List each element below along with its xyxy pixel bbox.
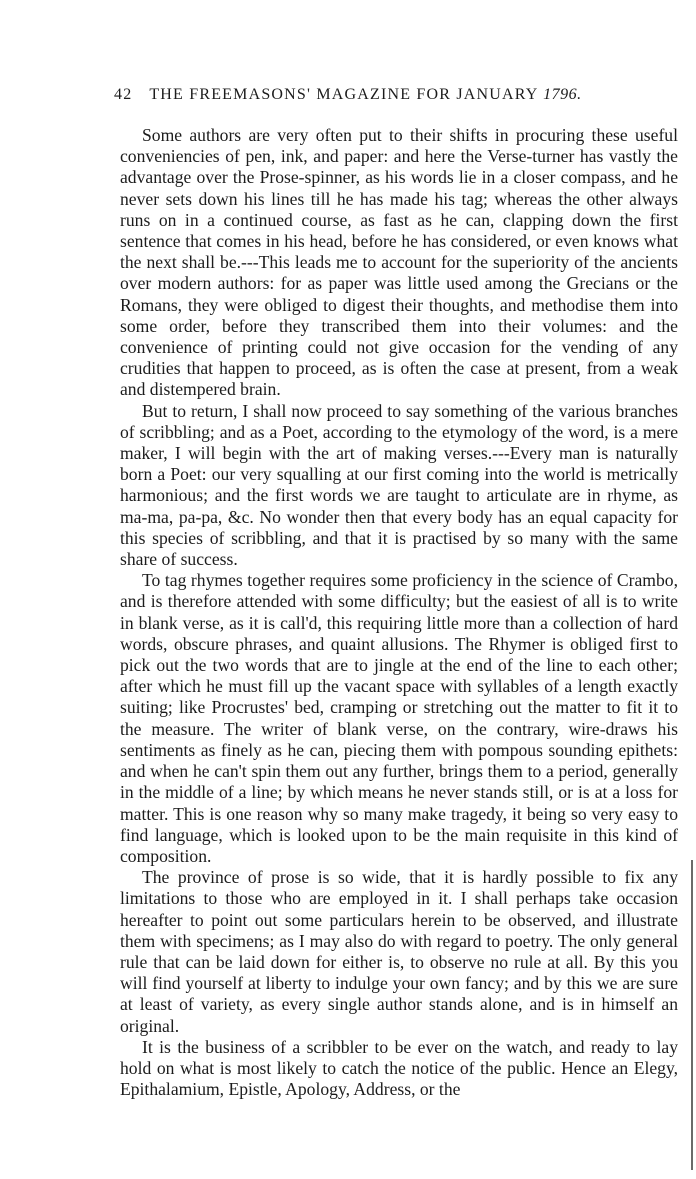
header-year: 1796. xyxy=(543,86,582,103)
paragraph: The province of prose is so wide, that it is hardly possible to fix any limitations to those who are employed in it. I shall perhaps take occasion hereafter to point out some particulars herein to be observed, and illustrate them with specimens; as I may also do with regard to poetry. The only general rule that can be laid down for either is, to observe no rule at all. By this you will find yourself at liberty to indulge your own fancy; and by this we are sure at least of variety, as every single author stands alone, and is in himself an original. xyxy=(120,867,678,1036)
paragraph: It is the business of a scribbler to be ever on the watch, and ready to lay hold on what is most likely to catch the notice of the public. Hence an Elegy, Epithalamium, Epistle, Apology, Address, or the xyxy=(120,1036,678,1100)
margin-rule xyxy=(691,860,693,1170)
page-number: 42 xyxy=(114,86,133,103)
paragraph: To tag rhymes together requires some proficiency in the science of Crambo, and is therefore attended with some difficulty; but the easiest of all is to write in blank verse, as it is call'd, this requiring little more than a collection of hard words, obscure phrases, and quaint allusions. The Rhymer is obliged first to pick out the two words that are to jingle at the end of the line to each other; after which he must fill up the vacant space with syllables of a length exactly suiting; like Procrustes' bed, cramping or stretching out the matter to fit it to the measure. The writer of blank verse, on the contrary, wire-draws his sentiments as finely as he can, piecing them with pompous sounding epithets: and when he can't spin them out any further, brings them to a period, generally in the middle of a line; by which means he never stands still, or is at a loss for matter. This is one reason why so many make tragedy, it being so very easy to find language, which is looked upon to be the main requisite in this kind of composition. xyxy=(120,570,678,866)
paragraph: Some authors are very often put to their shifts in procuring these useful conveniencies of pen, ink, and paper: and here the Verse-turner has vastly the advantage over the Prose-spinner, as his words lie in a closer compass, and he never sets down his lines till he has made his tag; whereas the other always runs on in a continued course, as fast as he can, clapping down the first sentence that comes in his head, before he has considered, or even knows what the next shall be.---This leads me to account for the superiority of the ancients over modern authors: for as paper was little used among the Grecians or the Romans, they were obliged to digest their thoughts, and methodise them into some order, before they transcribed them into their volumes: and the convenience of printing could not give occasion for the vending of any crudities that happen to proceed, as is often the case at present, from a weak and distempered brain. xyxy=(120,125,678,400)
paragraph: But to return, I shall now proceed to say something of the various branches of scribbling; and as a Poet, according to the etymology of the word, is a mere maker, I will begin with the art of making verses.---Every man is naturally born a Poet: our very squalling at our first coming into the world is metrically harmonious; and the first words we are taught to articulate are in rhyme, as ma-ma, pa-pa, &c. No wonder then that every body has an equal capacity for this species of scribbling, and that it is practised by so many with the same share of success. xyxy=(120,400,678,570)
header-title: THE FREEMASONS' MAGAZINE FOR JANUARY xyxy=(149,86,538,103)
article-body xyxy=(120,125,678,1100)
running-header xyxy=(114,86,634,108)
